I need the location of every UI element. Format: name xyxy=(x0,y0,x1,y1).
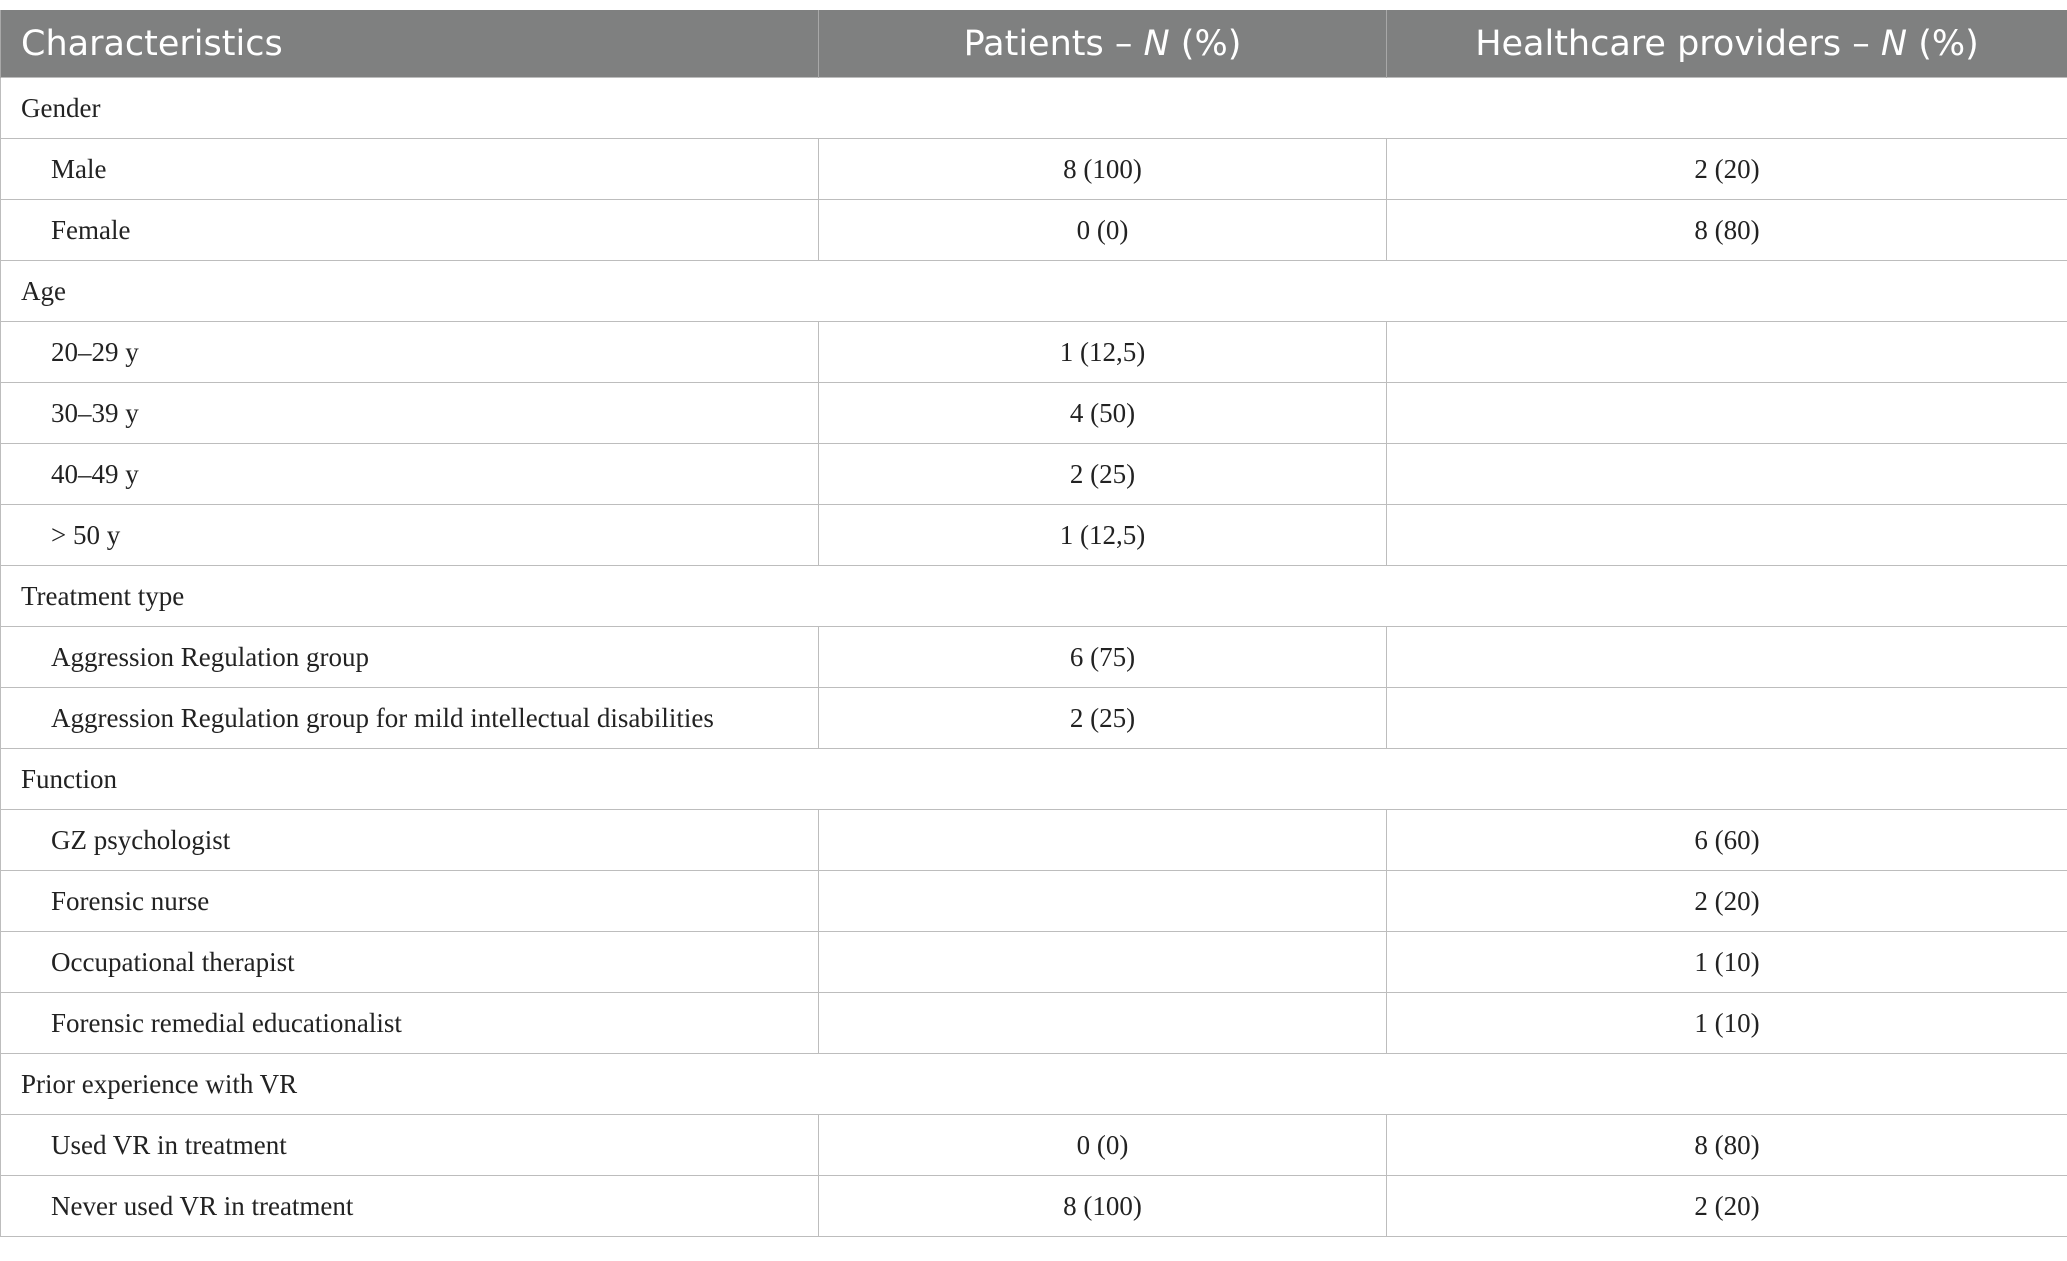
providers-value: 6 (60) xyxy=(1387,810,2067,871)
table-row xyxy=(1,871,2067,932)
header-providers-suffix: (%) xyxy=(1907,23,1979,64)
table-row xyxy=(1,444,2067,505)
header-characteristics: Characteristics xyxy=(1,10,819,78)
table-body xyxy=(1,78,2067,1237)
header-providers xyxy=(1387,10,2067,78)
patients-value xyxy=(819,993,1387,1054)
providers-value xyxy=(1387,688,2067,749)
row-label: > 50 y xyxy=(1,505,819,566)
header-row xyxy=(1,10,2067,78)
header-patients xyxy=(819,10,1387,78)
providers-value: 8 (80) xyxy=(1387,200,2067,261)
providers-value: 8 (80) xyxy=(1387,1115,2067,1176)
row-label: GZ psychologist xyxy=(1,810,819,871)
row-label: 40–49 y xyxy=(1,444,819,505)
patients-value: 6 (75) xyxy=(819,627,1387,688)
group-header-row xyxy=(1,566,2067,627)
group-label: Prior experience with VR xyxy=(1,1054,2067,1115)
group-header-row xyxy=(1,1054,2067,1115)
group-label: Age xyxy=(1,261,2067,322)
row-label: 20–29 y xyxy=(1,322,819,383)
providers-value xyxy=(1387,383,2067,444)
row-label: Male xyxy=(1,139,819,200)
table-row xyxy=(1,200,2067,261)
table-row xyxy=(1,322,2067,383)
patients-value: 2 (25) xyxy=(819,444,1387,505)
providers-value xyxy=(1387,444,2067,505)
row-label: Aggression Regulation group xyxy=(1,627,819,688)
group-label: Function xyxy=(1,749,2067,810)
patients-value: 2 (25) xyxy=(819,688,1387,749)
group-header-row xyxy=(1,261,2067,322)
patients-value: 0 (0) xyxy=(819,1115,1387,1176)
providers-value xyxy=(1387,322,2067,383)
header-patients-suffix: (%) xyxy=(1169,23,1242,64)
patients-value: 4 (50) xyxy=(819,383,1387,444)
providers-value: 1 (10) xyxy=(1387,993,2067,1054)
row-label: Aggression Regulation group for mild intellectual disabilities xyxy=(1,688,819,749)
providers-value: 2 (20) xyxy=(1387,139,2067,200)
table-row xyxy=(1,139,2067,200)
row-label: Used VR in treatment xyxy=(1,1115,819,1176)
row-label: Occupational therapist xyxy=(1,932,819,993)
group-label: Treatment type xyxy=(1,566,2067,627)
group-header-row xyxy=(1,749,2067,810)
table-row xyxy=(1,932,2067,993)
providers-value: 1 (10) xyxy=(1387,932,2067,993)
table-row xyxy=(1,383,2067,444)
row-label: Forensic nurse xyxy=(1,871,819,932)
header-providers-n: N xyxy=(1880,23,1908,64)
table-row xyxy=(1,505,2067,566)
characteristics-table xyxy=(0,10,2067,1237)
row-label: Never used VR in treatment xyxy=(1,1176,819,1237)
providers-value xyxy=(1387,627,2067,688)
table-row xyxy=(1,1115,2067,1176)
patients-value xyxy=(819,810,1387,871)
header-patients-prefix: Patients – xyxy=(963,23,1144,64)
patients-value: 0 (0) xyxy=(819,200,1387,261)
providers-value: 2 (20) xyxy=(1387,1176,2067,1237)
patients-value: 8 (100) xyxy=(819,1176,1387,1237)
row-label: 30–39 y xyxy=(1,383,819,444)
table-row xyxy=(1,810,2067,871)
header-providers-prefix: Healthcare providers – xyxy=(1475,23,1881,64)
row-label: Female xyxy=(1,200,819,261)
table-row xyxy=(1,993,2067,1054)
patients-value: 1 (12,5) xyxy=(819,505,1387,566)
patients-value xyxy=(819,932,1387,993)
providers-value xyxy=(1387,505,2067,566)
row-label: Forensic remedial educationalist xyxy=(1,993,819,1054)
header-patients-n: N xyxy=(1143,23,1170,64)
characteristics-table-container xyxy=(0,10,2067,1237)
table-row xyxy=(1,627,2067,688)
group-label: Gender xyxy=(1,78,2067,139)
patients-value: 1 (12,5) xyxy=(819,322,1387,383)
table-header xyxy=(1,10,2067,78)
patients-value: 8 (100) xyxy=(819,139,1387,200)
group-header-row xyxy=(1,78,2067,139)
providers-value: 2 (20) xyxy=(1387,871,2067,932)
table-row xyxy=(1,688,2067,749)
patients-value xyxy=(819,871,1387,932)
table-row xyxy=(1,1176,2067,1237)
